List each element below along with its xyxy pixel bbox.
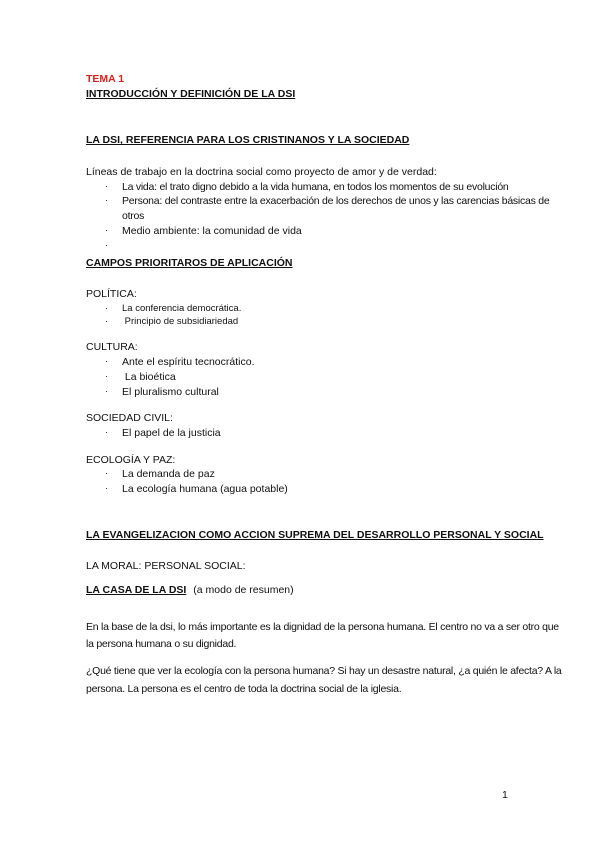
list-item: · La conferencia democrática. xyxy=(105,302,242,314)
list-item: · El papel de la justicia xyxy=(105,426,221,439)
group-name-politica: POLÍTICA: xyxy=(86,288,137,301)
paragraph-2: ¿Qué tiene que ver la ecología con la persona humana? Si hay un desastre natural, ¿a quién le afecta? A la persona. La persona es el centro de toda la doctrina social de la iglesia. xyxy=(86,665,562,695)
page-number: 1 xyxy=(502,789,508,801)
paragraph-1: En la base de la dsi, lo más importante es la dignidad de la persona humana. El centro no va a ser otro que la persona humana o su dignidad. xyxy=(86,620,559,651)
group-name-cultura: CULTURA: xyxy=(86,341,138,354)
group-name-sociedad-civil: SOCIEDAD CIVIL: xyxy=(86,412,173,425)
bullet-icon: · xyxy=(105,302,108,313)
group-name-ecologia-paz: ECOLOGÍA Y PAZ: xyxy=(86,453,176,466)
section1-intro: Líneas de trabajo en la doctrina social como proyecto de amor y de verdad: xyxy=(86,166,437,179)
list-item: · La ecología humana (agua potable) xyxy=(105,482,288,495)
bullet-icon: · xyxy=(105,239,108,250)
bullet-icon: · xyxy=(105,370,108,381)
list-item: · El pluralismo cultural xyxy=(105,385,219,398)
document-page xyxy=(86,72,566,698)
bullet-icon: · xyxy=(105,426,108,437)
list-item xyxy=(86,239,566,254)
list-item: · La bioética xyxy=(105,370,176,383)
bullet-icon: · xyxy=(105,468,108,479)
casa-heading xyxy=(86,583,566,598)
bullet-icon: · xyxy=(105,482,108,493)
section3-title: LA EVANGELIZACION COMO ACCION SUPREMA DEL DESARROLLO PERSONAL Y SOCIAL xyxy=(86,528,544,541)
list-item: · La demanda de paz xyxy=(105,468,215,481)
bullet-icon: · xyxy=(105,180,108,191)
group-list-sociedad-civil xyxy=(86,426,566,441)
list-item: · Persona: del contraste entre la exacerbación de los derechos de unos y las carencias básicas de otros xyxy=(105,195,550,223)
list-item: · Medio ambiente: la comunidad de vida xyxy=(105,224,302,237)
list-item: · Ante el espíritu tecnocrático. xyxy=(105,356,255,369)
moral-subtitle: LA MORAL: PERSONAL SOCIAL: xyxy=(86,560,246,573)
group-list-politica xyxy=(86,302,566,329)
casa-title: LA CASA DE LA DSI xyxy=(86,584,187,597)
casa-note: (a modo de resumen) xyxy=(193,584,294,597)
bullet-icon: · xyxy=(105,195,108,206)
list-item: · La vida: el trato digno debido a la vida humana, en todos los momentos de su evolución xyxy=(105,180,509,193)
section2-title: CAMPOS PRIORITAROS DE APLICACIÓN xyxy=(86,256,293,269)
group-list-cultura xyxy=(86,355,566,399)
bullet-icon: · xyxy=(105,356,108,367)
group-list-ecologia-paz xyxy=(86,467,566,496)
tema-label: TEMA 1 xyxy=(86,73,125,85)
bullet-icon: · xyxy=(105,316,108,327)
section1-title: LA DSI, REFERENCIA PARA LOS CRISTINANOS Y LA SOCIEDAD xyxy=(86,134,410,147)
list-item: · Principio de subsidiariedad xyxy=(105,316,239,328)
bullet-icon: · xyxy=(105,385,108,396)
bullet-icon: · xyxy=(105,224,108,235)
main-title: INTRODUCCIÓN Y DEFINICIÓN DE LA DSI xyxy=(86,87,296,100)
section1-list xyxy=(86,180,566,254)
